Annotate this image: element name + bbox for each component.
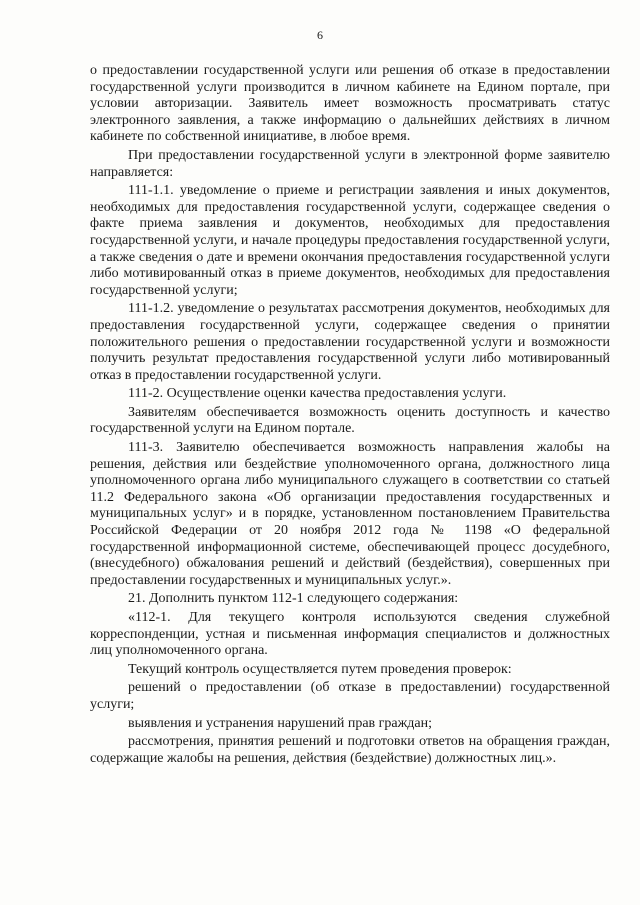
paragraph-violations-check: выявления и устранения нарушений прав граждан; xyxy=(128,715,433,731)
paragraph-current-control: Текущий контроль осуществляется путем проведения проверок: xyxy=(128,661,512,677)
paragraph-111-2: 111-2. Осуществление оценки качества предоставления услуги. xyxy=(128,386,507,402)
paragraph-quality-assessment: Заявителям обеспечивается возможность оценить доступность и качество государственной услуги на Едином портале. xyxy=(90,404,610,437)
paragraph-status-tracking: о предоставлении государственной услуги или решения об отказе в предоставлении государственной услуги производится в личном кабинете на Едином портале, при условии авторизации. Заявитель имеет возможность просматривать статус электронного заявления, а также информацию о дальнейших действиях в личном кабинете по собственной инициативе, в любое время. xyxy=(90,63,610,145)
paragraph-notifications-intro: При предоставлении государственной услуги в электронной форме заявителю направляется: xyxy=(90,147,610,180)
paragraph-21: 21. Дополнить пунктом 112-1 следующего содержания: xyxy=(128,591,459,607)
paragraph-111-1-1: 111-1.1. уведомление о приеме и регистрации заявления и иных документов, необходимых для предоставления государственной услуги, содержащее сведения о факте приема заявления и документов, необходимых для предоставления государственной услуги, и начале процедуры предоставления государственной услуги, а также сведения о дате и времени окончания предоставления государственной услуги либо мотивированный отказ в приеме документов, необходимых для предоставления государственной услуги; xyxy=(90,183,610,298)
paragraph-complaints-check: рассмотрения, принятия решений и подготовки ответов на обращения граждан, содержащие жалобы на решения, действия (бездействие) должностных лиц.». xyxy=(90,734,610,766)
paragraph-112-1: «112-1. Для текущего контроля используются сведения служебной корреспонденции, устная и письменная информация специалистов и должностных лиц уполномоченного органа. xyxy=(90,610,610,659)
document-body xyxy=(90,63,610,769)
paragraph-decisions-check: решений о предоставлении (об отказе в предоставлении) государственной услуги; xyxy=(90,680,610,712)
page-number: 6 xyxy=(317,28,323,42)
paragraph-111-3: 111-3. Заявителю обеспечивается возможность направления жалобы на решения, действия или бездействие уполномоченного органа, должностного лица уполномоченного органа либо муниципального служащего в соответствии со статьей 11.2 Федерального закона «Об организации предоставления государственных и муниципальных услуг» и в порядке, установленном постановлением Правительства Российской Федерации от 20 ноября 2012 года № 1198 «О федеральной государственной информационной системе, обеспечивающей процесс досудебного, (внесудебного) обжалования решений и действий (бездействия), совершенных при предоставлении государственных и муниципальных услуг.». xyxy=(90,440,610,588)
paragraph-111-1-2: 111-1.2. уведомление о результатах рассмотрения документов, необходимых для предоставления государственной услуги, содержащее сведения о принятии положительного решения о предоставлении государственной услуги и возможности получить результат предоставления государственной услуги либо мотивированный отказ в предоставлении государственной услуги. xyxy=(90,301,610,383)
